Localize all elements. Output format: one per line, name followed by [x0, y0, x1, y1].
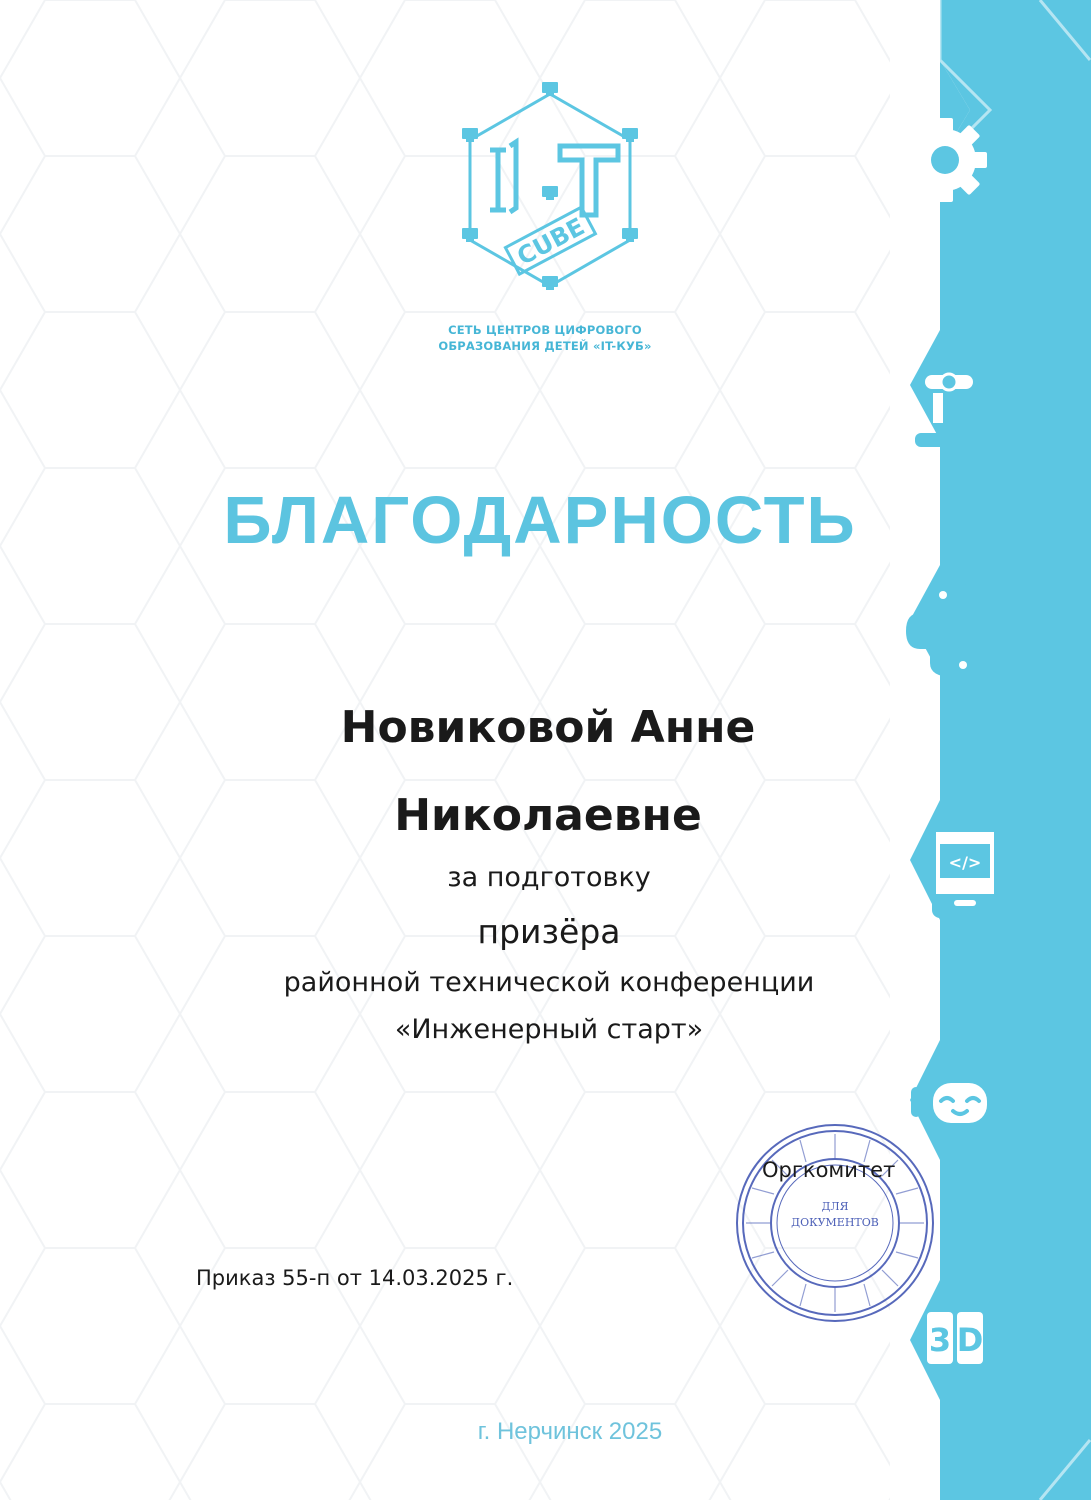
order-reference: Приказ 55-п от 14.03.2025 г. — [196, 1266, 514, 1290]
reason-text: за подготовку — [447, 862, 651, 893]
logo-caption-line1: СЕТЬ ЦЕНТРОВ ЦИФРОВОГО — [448, 323, 642, 337]
logo-caption — [420, 322, 670, 354]
stamp-center-line2: ДОКУМЕНТОВ — [791, 1216, 879, 1229]
organizing-committee-label: Оргкомитет — [762, 1158, 896, 1182]
logo-cube-text: CUBE — [512, 212, 590, 271]
certificate-title: БЛАГОДАРНОСТЬ — [223, 483, 857, 558]
three-d-label-3: 3 — [928, 1321, 952, 1359]
winner-text: призёра — [477, 912, 621, 951]
event-name: «Инженерный старт» — [394, 1014, 704, 1045]
official-stamp — [730, 1118, 940, 1328]
gear-icon — [890, 105, 1000, 215]
recipient-name-line2: Николаевне — [394, 790, 702, 841]
python-icon — [898, 575, 1008, 685]
code-tag-label: </> — [948, 853, 982, 872]
stamp-center-line1: ДЛЯ — [821, 1200, 849, 1213]
event-description: районной технической конференции — [283, 967, 815, 998]
logo-caption-line2: ОБРАЗОВАНИЯ ДЕТЕЙ «IT-КУБ» — [438, 339, 652, 353]
recipient-name-line1: Новиковой Анне — [340, 702, 756, 753]
place-and-year: г. Нерчинск 2025 — [477, 1418, 663, 1445]
three-d-label-d: D — [956, 1321, 984, 1359]
vr-headset-person-icon — [905, 345, 1015, 455]
it-cube-logo — [440, 80, 660, 320]
